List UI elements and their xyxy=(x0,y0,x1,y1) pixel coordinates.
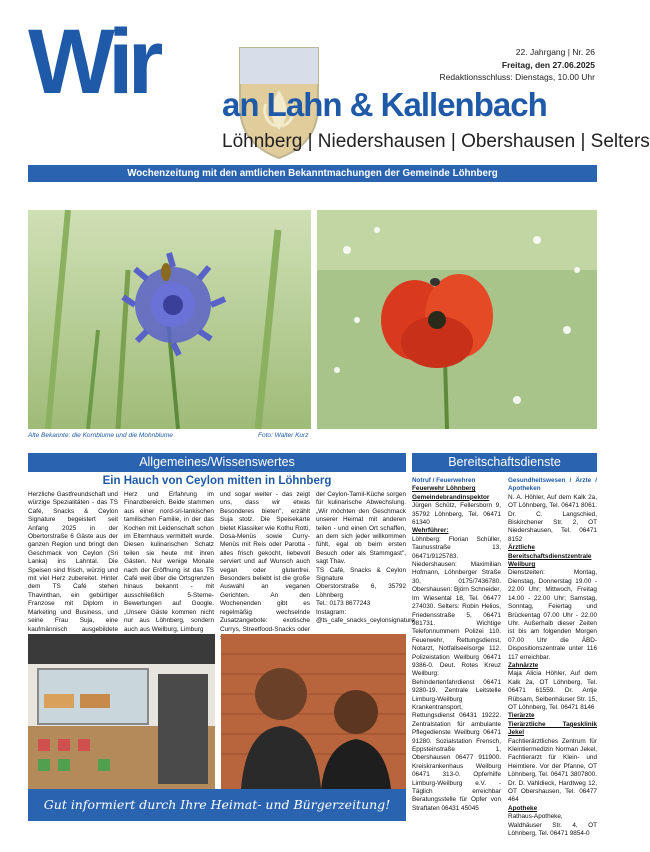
service-text: Löhnberg: Florian Schüller, Taunusstraße 13, 06471/9125783. Niedershausen: Maximilian Hofmann, Löhnberger Straße 30, 0175/7436780. Obershausen: Björn Schneider, Im Wiesental 18, Tel. 06477 274030. Selters: Robin Helios, Friedensstraße 5, 06471 981731. Wichtige Telefonnummern Polizei 110. Feuerwehr, Rettungsdienst, Notarzt, Notfallseelsorge 112. Polizeistation Weilburg 06471 9386-0. Deut. Rotes Kreuz Weilburg: Behindertenfahrdienst 06471 9280-19. Zentrale Leitstelle Limburg-Weilburg Krankentransport, Rettungsdienst 06431 19222. Zentralstation für ambulante Pflegedienste Weilburg 06471 91280. Sozialstation Frensch, Eppsteinstraße 1, Obershausen 06477 911900. Kreiskrankenhaus Weilburg 06471 313-0. Opferhilfe Limburg-Weilburg e.V. - Täglich erreichbar Beratungsstelle für Opfer von Straftaten 06431 45045 xyxy=(412,535,501,812)
service-title: Ärztliche Bereitschaftsdienstzentrale Weilburg xyxy=(508,544,592,569)
article-column-4-text: der Ceylon-Tamil-Küche sorgen für kulinarische Abwechslung. „Wir möchten den Geschmack unserer Heimat mit anderen teilen - und einen Ort schaffen, an dem sich jeder willkommen fühlt, egal ob beim ersten Besuch oder als Stammgast", sagt Thav. xyxy=(316,491,406,566)
service-title: Feuerwehr Löhnberg xyxy=(412,485,476,493)
masthead-towns: Löhnberg | Niedershausen | Obershausen | Selters xyxy=(222,131,650,152)
photo-cornflower xyxy=(28,210,311,429)
service-text: Dienstzeiten: Montag, Dienstag, Donnerstag 19.00 - 22.00 Uhr; Mittwoch, Freitag 14.00 - 22.00 Uhr; Samstag, Sonntag, Feiertag und Brückentag 07.00 Uhr - 22.00 Uhr. Außerhalb dieser Zeiten ist bis am folgenden Morgen 07.00 Uhr die ÄBD-Dispositionszentrale unter 116 117 erreichbar. xyxy=(508,569,597,661)
service-text: N. A. Höhler, Auf dem Kalk 2a, OT Löhnberg, Tel. 06471 8061. Dr. C. Langschied, Biskirchener Str. 2, OT Niedershausen, Tel. 06471 8152 xyxy=(508,493,597,543)
issue-volume: 22. Jahrgang | Nr. 26 xyxy=(515,47,595,57)
subtitle-bar: Wochenzeitung mit den amtlichen Bekanntmachungen der Gemeinde Löhnberg xyxy=(28,165,597,182)
contact-line: Oberstorstraße 6, 35792 Löhnberg xyxy=(316,583,406,599)
services-heading: Gesundheitswesen / Ärzte / Apotheken xyxy=(508,477,597,493)
section-title-services: Bereitschaftsdienste xyxy=(412,453,597,472)
article-column-4 xyxy=(316,491,415,631)
service-title: Zahnärzte xyxy=(508,661,539,669)
masthead-title-rest: an Lahn & Kallenbach xyxy=(222,86,547,123)
article-column-3: und sogar weiter - das zeigt uns, dass wir etwas Besonderes bieten", erzählt Suja stolz. Die Speisekarte bietet Klassiker wie Kothu Rotti, Dosa-Menüs sowie Curry-Menüs mit Reis oder Parotta - alles frisch gekocht, liebevoll serviert und auf Wunsch auch vegan oder glutenfrei. Besonders beliebt ist die große Auswahl an veganen Gerichten. An den Wochenenden gibt es regelmäßig wechselnde Zusatzangebote: exotische Currys, Streetfood-Snacks oder xyxy=(220,491,310,633)
article-headline: Ein Hauch von Ceylon mitten in Löhnberg xyxy=(102,475,332,487)
service-title: Tierärzte xyxy=(508,712,535,720)
services-column-2 xyxy=(508,477,597,837)
issue-info xyxy=(440,46,595,84)
service-text: Jürgen Schütz, Fellersborn 9, 35792 Löhnberg, Tel. 06471 61340 xyxy=(412,502,501,527)
article-column-1: Herzliche Gastfreundschaft und würzige Spezialitäten - das TS Café, Snacks & Ceylon Signature begeistert seit Anfang 2025 in der Obertorstraße 6 Gäste aus der ganzen Region und bringt den Geschmack von Ceylon (Sri Lanka) ins Lahntal. Die Speisen sind frisch, würzig und mit viel Herz zubereitet. Hinter dem TS Café stehen Thavinthan, ein gebürtiger Franzose mit Diplom in Marketing und Business, und seine Frau Suja, eine kaufmännisch ausgebildete xyxy=(28,491,118,633)
issue-date: Freitag, den 27.06.2025 xyxy=(501,59,595,70)
promo-banner: Gut informiert durch Ihre Heimat- und Bürgerzeitung! xyxy=(28,789,406,821)
photo-cafe-counter xyxy=(28,634,215,789)
service-title: Gemeindebrandinspektor xyxy=(412,493,490,501)
photo-caption: Alte Bekannte: die Kornblume und die Mohnblume xyxy=(28,432,173,439)
service-text: Maja Alicia Höhler, Auf dem Kalk 2a, OT Löhnberg, Tel. 06471 61559. Dr. Antje Rübsam, Selbenhäuser Str. 15, OT Löhnberg, Tel. 06471 8146 xyxy=(508,670,597,711)
article-column-2: Herz und Erfahrung im Finanzbereich. Beide stammen aus einer nord-sri-lankischen tamilischen Familie, in der das Kochen mit Leidenschaft schon im Elternhaus vermittelt wurde. Diesen kulinarischen Schatz teilen sie heute mit ihren Gästen. Nur wenige Monate nach der Eröffnung ist das TS Café weit über die Ortsgrenzen hinaus bekannt - mit ausschließlich 5-Sterne-Bewertungen auf Google. „Unsere Gäste kommen nicht nur aus Löhnberg, sondern auch aus Weilburg, Limburg xyxy=(124,491,214,633)
service-title: Tierärztliche Tagesklinik Jekel xyxy=(508,720,597,737)
service-title: Apotheke xyxy=(508,804,538,812)
photo-poppy xyxy=(317,210,597,429)
services-heading: Notruf / Feuerwehren xyxy=(412,477,476,484)
issue-deadline: Redaktionsschluss: Dienstags, 10.00 Uhr xyxy=(439,72,595,82)
service-text: Rathaus-Apotheke, Waldhäuser Str. 4, OT Löhnberg, Tel. 06471 9854-0 xyxy=(508,813,597,838)
contact-line: TS Café, Snacks & Ceylon Signature xyxy=(316,566,406,583)
photo-cafe-owners xyxy=(221,634,406,789)
contact-line: Instagram: @ts_cafe_snacks_ceylonsignature xyxy=(316,608,415,625)
service-text: Fachtierärztliches Zentrum für Kleintiermedizin Norman Jekel, Fachtierarzt für Klein- und Heimtiere. Vor der Pfanne, OT Löhnberg, Tel. 06471 3807800. Dr. D. Vahldieck, Hardtweg 12, OT Obershausen, Tel. 06477 464 xyxy=(508,737,597,804)
masthead-title-wir: Wir xyxy=(28,11,158,113)
photo-credit: Foto: Walter Kurz xyxy=(258,432,309,439)
service-title: Wehrführer: xyxy=(412,527,449,535)
contact-line: Tel.: 0173 8677243 xyxy=(316,600,371,608)
services-column-1 xyxy=(412,477,501,837)
section-title-general: Allgemeines/Wissenswertes xyxy=(28,453,406,472)
